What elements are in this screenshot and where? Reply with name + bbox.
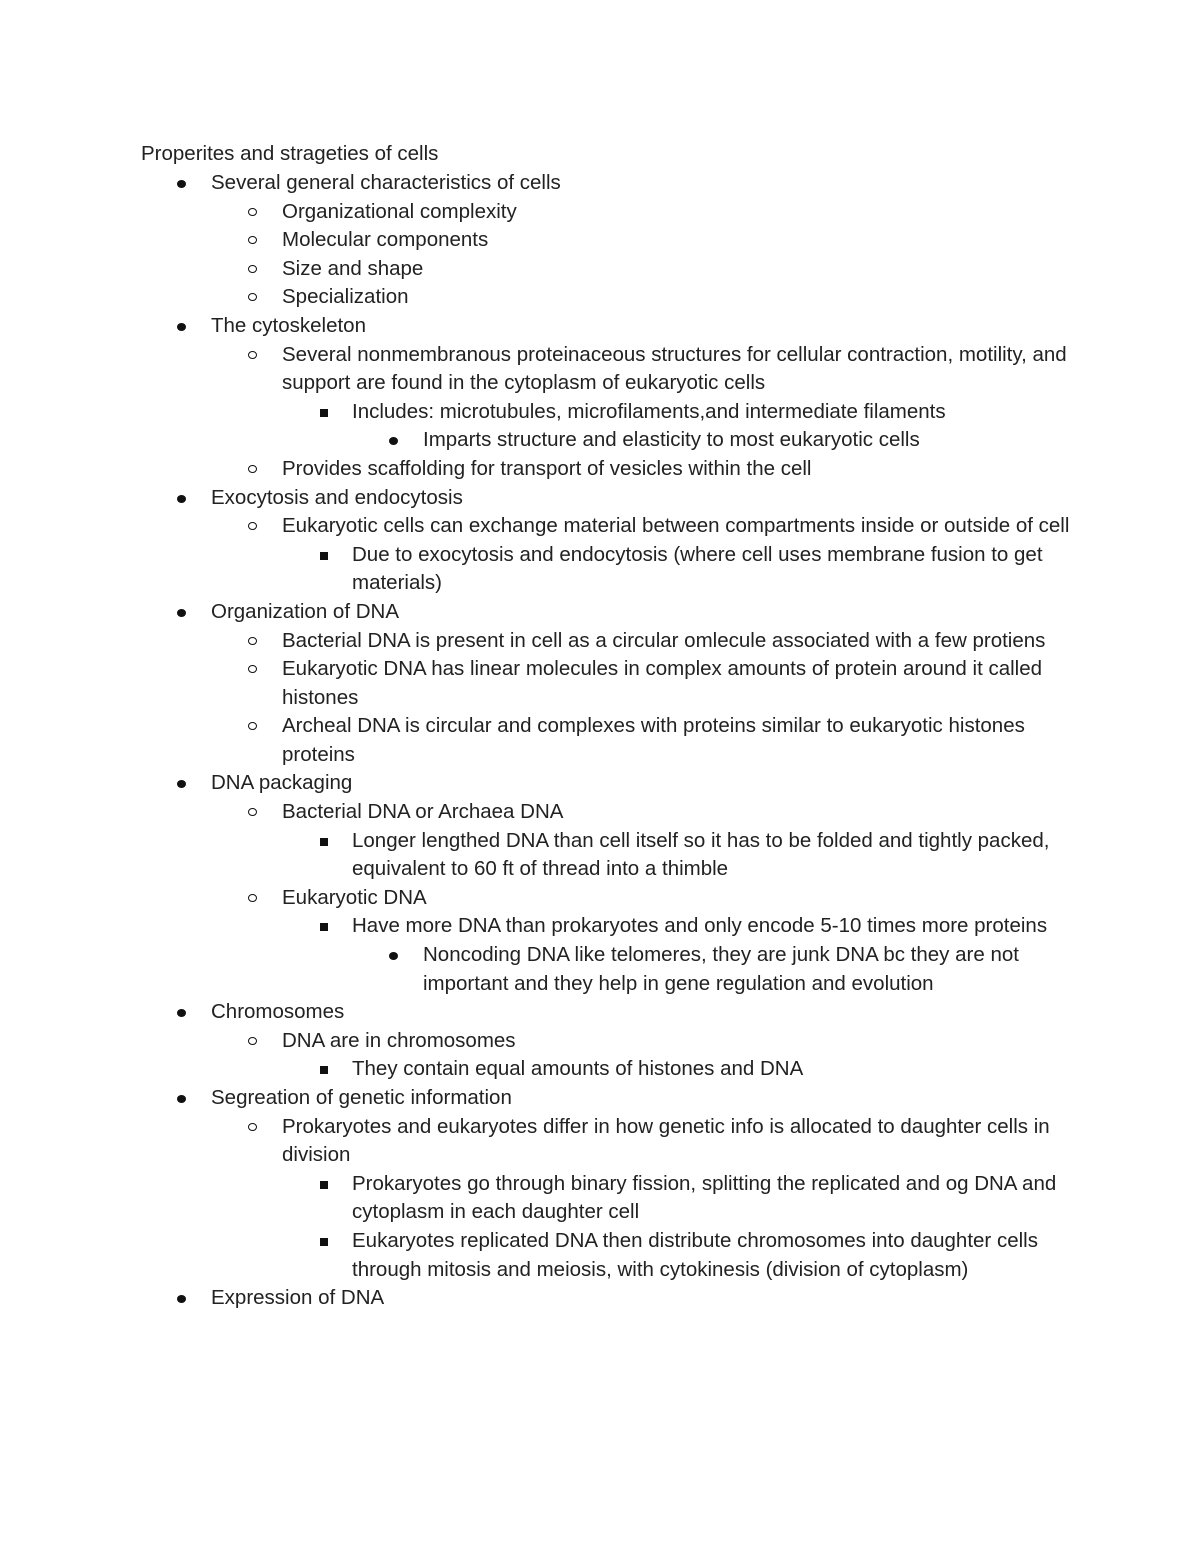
list-item-text: Eukaryotic DNA has linear molecules in complex amounts of protein around it called histones [282,657,1043,709]
list-item [211,1284,1071,1313]
list-item [282,198,1072,227]
square-bullet-icon [320,1181,328,1189]
list-item [282,1113,1072,1170]
list-item [352,541,1072,598]
list-item-text: Includes: microtubules, microfilaments,and intermediate filaments [352,399,946,423]
disc-bullet-icon [389,437,398,445]
list-item [352,1170,1072,1227]
circle-bullet-icon [248,265,257,273]
list-item [352,912,1072,941]
list-item [211,769,1071,798]
list-item-text: Exocytosis and endocytosis [211,485,463,509]
circle-bullet-icon [248,351,257,359]
list-item [282,255,1072,284]
circle-bullet-icon [248,665,257,673]
list-item [282,283,1072,312]
list-item-text: Organization of DNA [211,599,400,623]
list-item-text: Specialization [282,285,409,309]
circle-bullet-icon [248,465,257,473]
disc-bullet-icon [177,495,186,503]
list-item-text: Organizational complexity [282,199,517,223]
list-item [211,1084,1071,1113]
list-item-text: Size and shape [282,256,424,280]
list-item-text: Bacterial DNA is present in cell as a circular omlecule associated with a few protiens [282,628,1046,652]
list-item-text: Imparts structure and elasticity to most eukaryotic cells [423,428,920,452]
list-item [423,426,1073,455]
disc-bullet-icon [177,780,186,788]
circle-bullet-icon [248,894,257,902]
disc-bullet-icon [389,952,398,960]
list-item-text: They contain equal amounts of histones and DNA [352,1057,804,1081]
list-item [352,827,1072,884]
square-bullet-icon [320,1066,328,1074]
list-item-text: DNA packaging [211,771,353,795]
disc-bullet-icon [177,180,186,188]
disc-bullet-icon [177,323,186,331]
list-item-text: Due to exocytosis and endocytosis (where cell uses membrane fusion to get materials) [352,542,1043,595]
list-item-text: Eukaryotic DNA [282,885,427,909]
list-item [282,712,1072,769]
circle-bullet-icon [248,1037,257,1045]
list-item [352,398,1072,427]
list-item-text: Noncoding DNA like telomeres, they are junk DNA bc they are not important and they help in gene regulation and evolution [423,943,1019,995]
list-item [352,1055,1072,1084]
circle-bullet-icon [248,236,257,244]
disc-bullet-icon [177,1295,186,1303]
circle-bullet-icon [248,637,257,645]
list-item [211,169,1071,198]
list-item [282,1027,1072,1056]
list-item-text: Several general characteristics of cells [211,171,561,194]
square-bullet-icon [320,1238,328,1246]
square-bullet-icon [320,923,328,931]
list-item [211,598,1071,627]
circle-bullet-icon [248,208,257,216]
square-bullet-icon [320,552,328,560]
square-bullet-icon [320,838,328,846]
list-item-text: DNA are in chromosomes [282,1028,516,1052]
list-item [211,312,1071,341]
disc-bullet-icon [177,609,186,617]
list-item-text: Several nonmembranous proteinaceous structures for cellular contraction, motility, and support are found in the cytoplasm of eukaryotic cells [282,342,1067,395]
list-item-text: Molecular components [282,228,489,252]
list-item [282,655,1072,712]
list-item [211,998,1071,1027]
list-item [282,226,1072,255]
list-item [282,341,1072,398]
circle-bullet-icon [248,293,257,301]
list-item-text: The cytoskeleton [211,313,366,337]
list-item-text: Eukaryotes replicated DNA then distribute chromosomes into daughter cells through mitosis and meiosis, with cytokinesis (division of cytoplasm) [352,1228,1038,1281]
circle-bullet-icon [248,1123,257,1131]
circle-bullet-icon [248,722,257,730]
list-item-text: Prokaryotes go through binary fission, splitting the replicated and og DNA and cytoplasm in each daughter cell [352,1171,1057,1224]
list-item [282,512,1072,541]
disc-bullet-icon [177,1009,186,1017]
list-item [282,627,1072,656]
list-item [423,941,1073,998]
list-item [211,484,1071,513]
disc-bullet-icon [177,1095,186,1103]
list-item-text: Have more DNA than prokaryotes and only encode 5-10 times more proteins [352,914,1048,938]
list-item-text: Longer lengthed DNA than cell itself so it has to be folded and tightly packed, equivalent to 60 ft of thread into a thimble [352,828,1050,881]
circle-bullet-icon [248,808,257,816]
list-item [352,1227,1072,1284]
list-item-text: Archeal DNA is circular and complexes with proteins similar to eukaryotic histones proteins [282,714,1025,766]
list-item-text: Eukaryotic cells can exchange material between compartments inside or outside of cell [282,514,1070,538]
document-title: Properites and strageties of cells [141,142,439,165]
list-item-text: Chromosomes [211,1000,345,1024]
list-item [282,884,1072,913]
list-item-text: Segreation of genetic information [211,1086,512,1109]
list-item-text: Bacterial DNA or Archaea DNA [282,800,564,824]
circle-bullet-icon [248,522,257,530]
list-item-text: Prokaryotes and eukaryotes differ in how genetic info is allocated to daughter cells in division [282,1114,1050,1167]
list-item [282,798,1072,827]
list-item [282,455,1072,484]
bullet-list [0,169,1200,1313]
square-bullet-icon [320,409,328,417]
list-item-text: Expression of DNA [211,1286,385,1310]
list-item-text: Provides scaffolding for transport of vesicles within the cell [282,456,812,480]
